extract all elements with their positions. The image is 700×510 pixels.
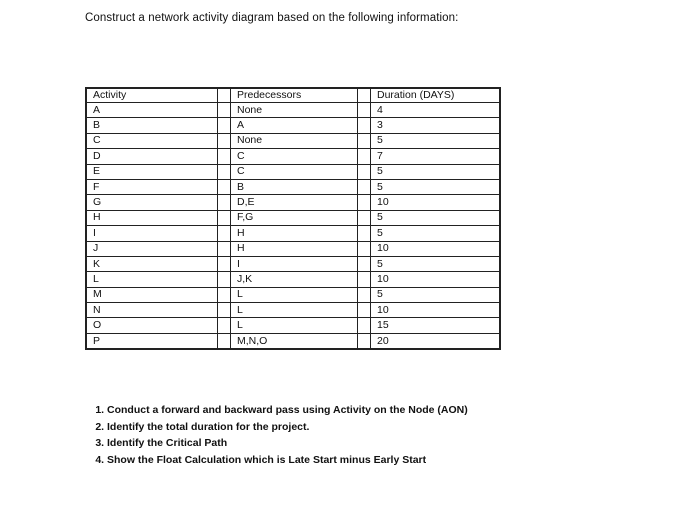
cell-duration: 3 bbox=[371, 118, 501, 133]
column-gap bbox=[358, 287, 371, 302]
cell-activity: D bbox=[86, 149, 218, 164]
table-row bbox=[86, 195, 500, 210]
cell-activity: E bbox=[86, 164, 218, 179]
question-item: 1. Conduct a forward and backward pass using Activity on the Node (AON) bbox=[107, 402, 468, 419]
cell-duration: 10 bbox=[371, 195, 501, 210]
table-row bbox=[86, 210, 500, 225]
table-row bbox=[86, 226, 500, 241]
column-gap bbox=[358, 133, 371, 148]
column-gap bbox=[358, 103, 371, 118]
column-gap bbox=[218, 287, 231, 302]
column-gap bbox=[218, 241, 231, 256]
cell-activity: L bbox=[86, 272, 218, 287]
table-row bbox=[86, 133, 500, 148]
cell-activity: I bbox=[86, 226, 218, 241]
column-gap bbox=[358, 88, 371, 103]
cell-activity: C bbox=[86, 133, 218, 148]
column-gap bbox=[218, 195, 231, 210]
cell-predecessors: None bbox=[231, 103, 358, 118]
column-gap bbox=[218, 333, 231, 349]
cell-duration: 10 bbox=[371, 303, 501, 318]
cell-activity: F bbox=[86, 179, 218, 194]
table-row bbox=[86, 241, 500, 256]
column-gap bbox=[218, 226, 231, 241]
column-gap bbox=[358, 164, 371, 179]
column-gap bbox=[218, 88, 231, 103]
column-gap bbox=[218, 149, 231, 164]
column-gap bbox=[358, 303, 371, 318]
column-gap bbox=[218, 179, 231, 194]
cell-activity: G bbox=[86, 195, 218, 210]
column-gap bbox=[358, 256, 371, 271]
cell-predecessors: M,N,O bbox=[231, 333, 358, 349]
cell-duration: 10 bbox=[371, 272, 501, 287]
table-row bbox=[86, 118, 500, 133]
intro-text: Construct a network activity diagram based on the following information: bbox=[85, 12, 459, 24]
question-list bbox=[85, 402, 468, 468]
column-gap bbox=[358, 318, 371, 333]
column-gap bbox=[358, 149, 371, 164]
table-row bbox=[86, 256, 500, 271]
table-row bbox=[86, 164, 500, 179]
table-header-row bbox=[86, 88, 500, 103]
header-predecessors: Predecessors bbox=[231, 88, 358, 103]
cell-activity: O bbox=[86, 318, 218, 333]
cell-activity: M bbox=[86, 287, 218, 302]
cell-predecessors: H bbox=[231, 226, 358, 241]
table-row bbox=[86, 149, 500, 164]
table-row bbox=[86, 179, 500, 194]
cell-predecessors: I bbox=[231, 256, 358, 271]
column-gap bbox=[218, 103, 231, 118]
column-gap bbox=[358, 210, 371, 225]
column-gap bbox=[218, 118, 231, 133]
cell-activity: B bbox=[86, 118, 218, 133]
cell-duration: 20 bbox=[371, 333, 501, 349]
cell-predecessors: D,E bbox=[231, 195, 358, 210]
column-gap bbox=[218, 272, 231, 287]
table-row bbox=[86, 287, 500, 302]
cell-predecessors: L bbox=[231, 318, 358, 333]
cell-duration: 5 bbox=[371, 133, 501, 148]
column-gap bbox=[358, 241, 371, 256]
cell-predecessors: C bbox=[231, 164, 358, 179]
cell-predecessors: None bbox=[231, 133, 358, 148]
column-gap bbox=[218, 318, 231, 333]
table-row bbox=[86, 333, 500, 349]
cell-predecessors: L bbox=[231, 303, 358, 318]
table-row bbox=[86, 103, 500, 118]
question-item: 4. Show the Float Calculation which is Late Start minus Early Start bbox=[107, 452, 468, 469]
header-activity: Activity bbox=[86, 88, 218, 103]
column-gap bbox=[218, 256, 231, 271]
cell-activity: P bbox=[86, 333, 218, 349]
cell-predecessors: B bbox=[231, 179, 358, 194]
table-row bbox=[86, 303, 500, 318]
question-item: 3. Identify the Critical Path bbox=[107, 435, 468, 452]
activity-table bbox=[85, 87, 501, 350]
cell-predecessors: A bbox=[231, 118, 358, 133]
column-gap bbox=[358, 226, 371, 241]
column-gap bbox=[358, 272, 371, 287]
column-gap bbox=[218, 164, 231, 179]
cell-activity: J bbox=[86, 241, 218, 256]
cell-activity: H bbox=[86, 210, 218, 225]
question-item: 2. Identify the total duration for the project. bbox=[107, 419, 468, 436]
column-gap bbox=[218, 303, 231, 318]
table-row bbox=[86, 272, 500, 287]
column-gap bbox=[358, 195, 371, 210]
column-gap bbox=[218, 133, 231, 148]
cell-predecessors: L bbox=[231, 287, 358, 302]
cell-duration: 5 bbox=[371, 256, 501, 271]
table-row bbox=[86, 318, 500, 333]
cell-activity: N bbox=[86, 303, 218, 318]
column-gap bbox=[218, 210, 231, 225]
cell-duration: 4 bbox=[371, 103, 501, 118]
cell-activity: K bbox=[86, 256, 218, 271]
cell-predecessors: C bbox=[231, 149, 358, 164]
cell-predecessors: J,K bbox=[231, 272, 358, 287]
cell-duration: 7 bbox=[371, 149, 501, 164]
cell-predecessors: F,G bbox=[231, 210, 358, 225]
cell-duration: 5 bbox=[371, 179, 501, 194]
cell-duration: 5 bbox=[371, 287, 501, 302]
column-gap bbox=[358, 333, 371, 349]
column-gap bbox=[358, 118, 371, 133]
cell-duration: 5 bbox=[371, 164, 501, 179]
cell-activity: A bbox=[86, 103, 218, 118]
cell-duration: 10 bbox=[371, 241, 501, 256]
cell-duration: 5 bbox=[371, 226, 501, 241]
cell-predecessors: H bbox=[231, 241, 358, 256]
cell-duration: 15 bbox=[371, 318, 501, 333]
cell-duration: 5 bbox=[371, 210, 501, 225]
column-gap bbox=[358, 179, 371, 194]
header-duration: Duration (DAYS) bbox=[371, 88, 501, 103]
